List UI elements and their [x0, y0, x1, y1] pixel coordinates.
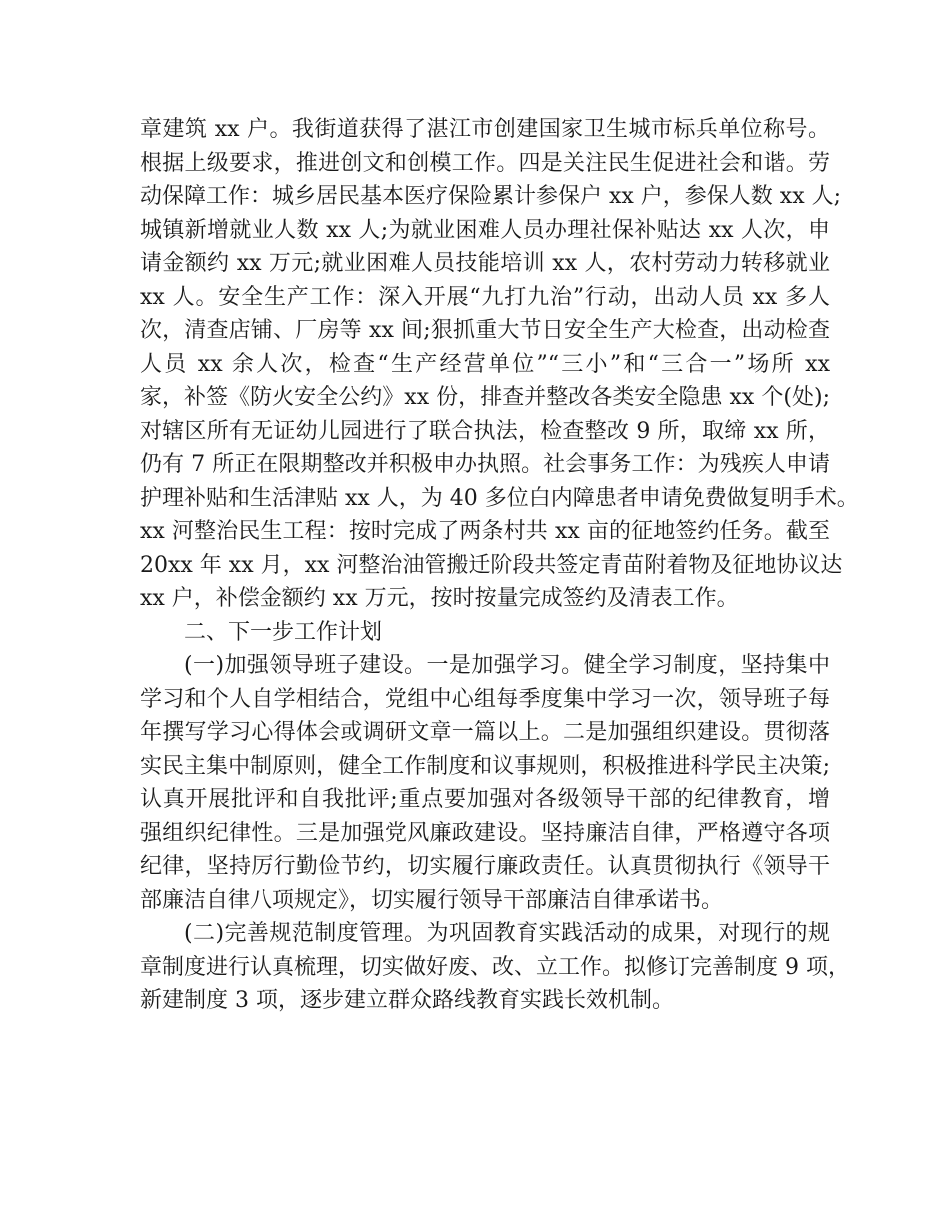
- text-line: 章建筑 xx 户。我街道获得了湛江市创建国家卫生城市标兵单位称号。: [140, 117, 830, 142]
- text-line: xx 河整治民生工程：按时完成了两条村共 xx 亩的征地签约任务。截至: [140, 519, 830, 544]
- document-body: [140, 113, 859, 1018]
- text-line: 人员 xx 余人次，检查“生产经营单位”“三小”和“三合一”场所 xx: [140, 351, 830, 377]
- text-line: 请金额约 xx 万元;就业困难人员技能培训 xx 人，农村劳动力转移就业: [140, 251, 830, 276]
- text-line: 动保障工作：城乡居民基本医疗保险累计参保户 xx 户，参保人数 xx 人;: [140, 184, 842, 209]
- text-line: 对辖区所有无证幼儿园进行了联合执法，检查整改 9 所，取缔 xx 所，: [140, 418, 830, 444]
- text-line: 强组织纪律性。三是加强党风廉政建设。坚持廉洁自律，严格遵守各项: [140, 820, 830, 846]
- text-line: 城镇新增就业人数 xx 人;为就业困难人员办理社保补贴达 xx 人次，申: [140, 217, 830, 243]
- paragraph-end-line: 部廉洁自律八项规定》，切实履行领导干部廉洁自律承诺书。: [140, 887, 724, 913]
- text-line: 家，补签《防火安全公约》xx 份，排查并整改各类安全隐患 xx 个(处);: [140, 385, 830, 410]
- section-heading: 二、下一步工作计划: [184, 619, 383, 645]
- subsection-first-line: (一)加强领导班子建设。一是加强学习。健全学习制度，坚持集中: [184, 653, 830, 678]
- text-line: 护理补贴和生活津贴 xx 人，为 40 多位白内障患者申请免费做复明手术。: [140, 485, 859, 511]
- text-line: 章制度进行认真梳理，切实做好废、改、立工作。拟修订完善制度 9 项，: [140, 954, 850, 980]
- text-line: 纪律，坚持厉行勤俭节约，切实履行廉政责任。认真贯彻执行《领导干: [140, 854, 830, 879]
- text-line: 实民主集中制原则，健全工作制度和议事规则，积极推进科学民主决策;: [140, 753, 830, 779]
- subsection-first-line: (二)完善规范制度管理。为巩固教育实践活动的成果，对现行的规: [184, 921, 830, 946]
- text-line: xx 人。安全生产工作：深入开展“九打九治”行动，出动人员 xx 多人: [140, 284, 830, 310]
- text-line: 次，清查店铺、厂房等 xx 间;狠抓重大节日安全生产大检查，出动检查: [140, 318, 830, 343]
- text-line: 仍有 7 所正在限期整改并积极申办执照。社会事务工作：为残疾人申请: [140, 452, 830, 477]
- text-line: 年撰写学习心得体会或调研文章一篇以上。二是加强组织建设。贯彻落: [140, 720, 830, 745]
- text-line: 根据上级要求，推进创文和创模工作。四是关注民生促进社会和谐。劳: [140, 150, 830, 176]
- text-line: 认真开展批评和自我批评;重点要加强对各级领导干部的纪律教育，增: [140, 787, 830, 812]
- paragraph-end-line: 新建制度 3 项，逐步建立群众路线教育实践长效机制。: [140, 988, 674, 1013]
- paragraph-end-line: xx 户，补偿金额约 xx 万元，按时按量完成签约及清表工作。: [140, 586, 739, 611]
- text-line: 学习和个人自学相结合，党组中心组每季度集中学习一次，领导班子每: [140, 686, 830, 712]
- text-line: 20xx 年 xx 月，xx 河整治油管搬迁阶段共签定青苗附着物及征地协议达: [140, 552, 843, 578]
